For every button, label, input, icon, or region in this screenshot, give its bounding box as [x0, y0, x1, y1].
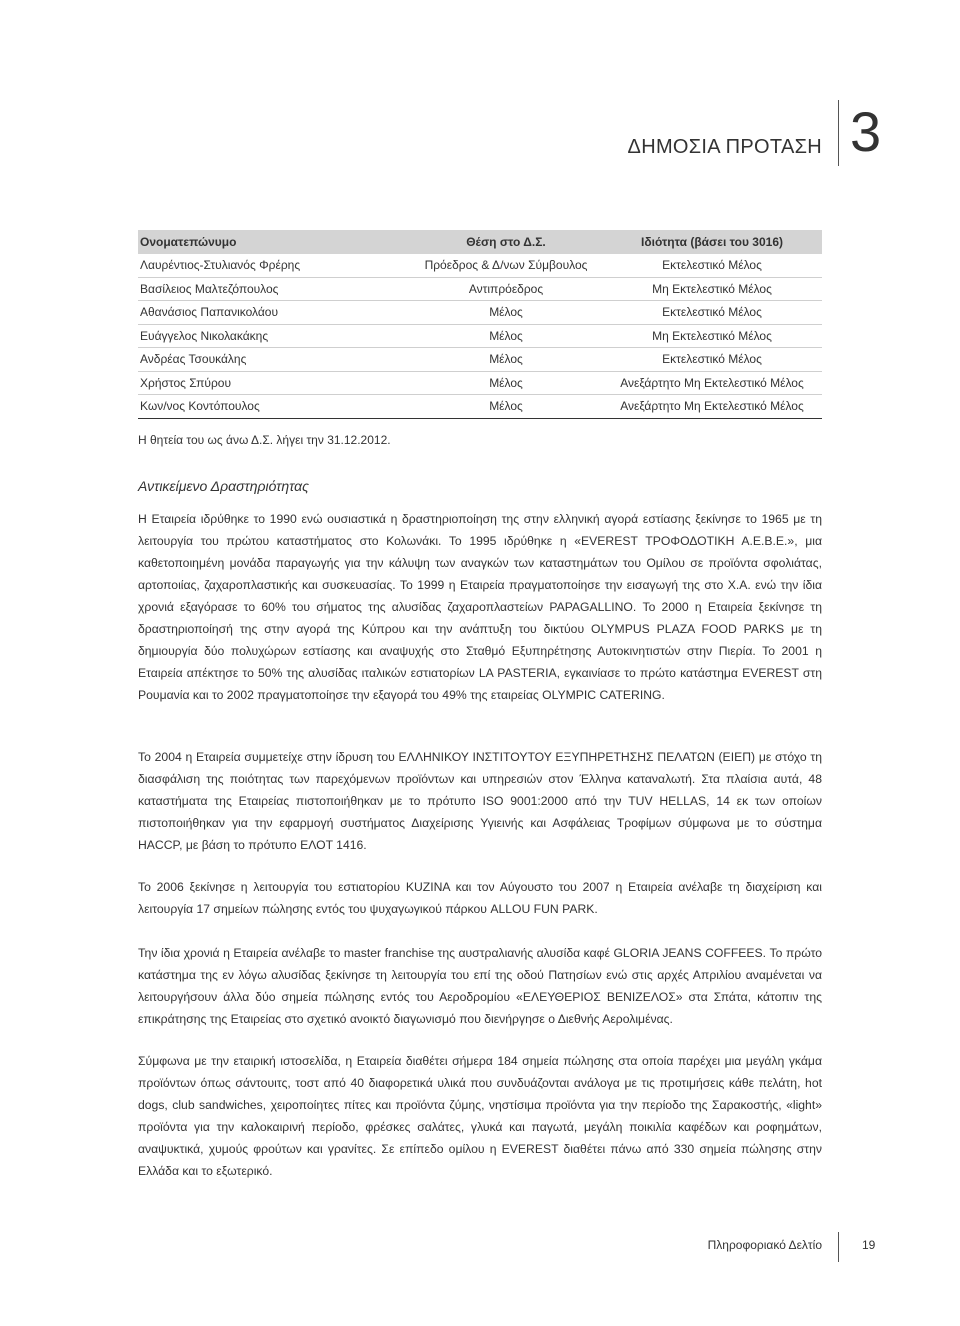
cell-name: Ευάγγελος Νικολακάκης: [140, 328, 269, 343]
header-divider: [838, 100, 839, 166]
cell-capacity: Εκτελεστικό Μέλος: [662, 305, 762, 320]
table-row: [138, 301, 822, 325]
cell-capacity: Ανεξάρτητο Μη Εκτελεστικό Μέλος: [620, 399, 804, 414]
paragraph-gloria-jeans: Την ίδια χρονιά η Εταιρεία ανέλαβε το master franchise της αυστραλιανής αλυσίδα καφέ GLORIA JEANS COFFEES. Το πρώτο κατάστημα της εν λόγω αλυσίδας ξεκίνησε τη λειτουργία του επί της οδού Πατησίων ενώ στις αρχές Απριλίου αναμένεται να λειτουργήσουν άλλα δύο σημεία πώλησης εντός του Αεροδρομίου «ΕΛΕΥΘΕΡΙΟΣ ΒΕΝΙΖΕΛΟΣ» στα Σπάτα, κάτοπιν της επικράτησης της Εταιρείας στο σχετικό ανοικτό διαγωνισμό που διενήργησε ο Διεθνής Αερολιμένας.: [138, 946, 822, 1026]
cell-capacity: Ανεξάρτητο Μη Εκτελεστικό Μέλος: [620, 375, 804, 390]
cell-name: Λαυρέντιος-Στυλιανός Φρέρης: [140, 258, 301, 273]
cell-position: Μέλος: [489, 305, 523, 320]
cell-name: Κων/νος Κοντόπουλος: [140, 399, 260, 414]
cell-capacity: Μη Εκτελεστικό Μέλος: [652, 281, 772, 296]
cell-position: Μέλος: [489, 328, 523, 343]
cell-name: Βασίλειος Μαλτεζόπουλος: [140, 281, 279, 296]
paragraph-kuzina-allou: Το 2006 ξεκίνησε η λειτουργία του εστιατορίου KUZINA και τον Αύγουστο του 2007 η Εταιρεία ανέλαβε τη διαχείριση και λειτουργία 17 σημείων πώλησης εντός του ψυχαγωγικού πάρκου ALLOU FUN PARK.: [138, 880, 822, 916]
section-heading: Αντικείμενο Δραστηριότητας: [138, 478, 309, 494]
table-row: [138, 254, 822, 278]
cell-position: Αντιπρόεδρος: [468, 281, 544, 296]
cell-position: Πρόεδρος & Δ/νων Σύμβουλος: [424, 258, 588, 273]
cell-name: Χρήστος Σπύρου: [140, 375, 232, 390]
table-row: [138, 372, 822, 396]
cell-position: Μέλος: [489, 352, 523, 367]
cell-capacity: Μη Εκτελεστικό Μέλος: [652, 328, 772, 343]
table-row: [138, 395, 822, 419]
cell-capacity: Εκτελεστικό Μέλος: [662, 258, 762, 273]
cell-name: Αθανάσιος Παπανικολάου: [140, 305, 279, 320]
table-header-row: [138, 230, 822, 254]
table-row: [138, 278, 822, 302]
cell-name: Ανδρέας Τσουκάλης: [140, 352, 247, 367]
paragraph-history: Η Εταιρεία ιδρύθηκε το 1990 ενώ ουσιαστικά η δραστηριοποίηση της στην ελληνική αγορά εστίασης ξεκίνησε το 1965 με τη λειτουργία του πρώτου καταστήματος στο Κολωνάκι. Το 1995 ιδρύθηκε η «EVEREST ΤΡΟΦΟΔΟΤΙΚΗ Α.Ε.Β.Ε.», μια καθετοποιημένη μονάδα παραγωγής για την κάλυψη των αναγκών των καταστημάτων του Ομίλου σε προϊόντα σφολιάτας, αρτοποιίας, ζαχαροπλαστικής και συσκευασίας. Το 1999 η Εταιρεία πραγματοποίησε την εισαγωγή της στο Χ.Α. ενώ την ίδια χρονιά εξαγόρασε το 60% του σήματος της αλυσίδας ζαχαροπλαστείων PAPAGALLINO. Το 2000 η Εταιρεία ξεκίνησε τη δραστηριοποίησή της στην αγορά της Κύπρου και την ανάπτυξη του δικτύου OLYMPUS PLAZA FOOD PARKS με τη δημιουργία δύο πολυχώρων εστίασης και αναψυχής στο Σταθμό Εξυπηρέτησης Αυτοκινητιστών στην Πιερία. Το 2001 η Εταιρεία απέκτησε το 50% της αλυσίδας ιταλικών εστιατορίων LA PASTERIA, εγκαινίασε το πρώτο κατάστημα EVEREST στη Ρουμανία και το 2002 πραγματοποίησε την εξαγορά του 49% της εταιρείας OLYMPIC CATERING.: [138, 512, 822, 702]
footer-document-label: Πληροφοριακό Δελτίο: [707, 1238, 822, 1252]
table-row: [138, 325, 822, 349]
cell-capacity: Εκτελεστικό Μέλος: [662, 352, 762, 367]
footer-divider: [838, 1232, 839, 1262]
document-section-title: ΔΗΜΟΣΙΑ ΠΡΟΤΑΣΗ: [627, 136, 822, 158]
board-of-directors-table: [138, 230, 822, 419]
chapter-number: 3: [850, 100, 882, 163]
page-number: 19: [862, 1238, 876, 1252]
column-header-name: Ονοματεπώνυμο: [140, 235, 237, 249]
cell-position: Μέλος: [489, 375, 523, 390]
table-row: [138, 348, 822, 372]
cell-position: Μέλος: [489, 399, 523, 414]
paragraph-quality-certification: Το 2004 η Εταιρεία συμμετείχε στην ίδρυση του ΕΛΛΗΝΙΚΟΥ ΙΝΣΤΙΤΟΥΤΟΥ ΕΞΥΠΗΡΕΤΗΣΗΣ ΠΕΛΑΤΩΝ (ΕΙΕΠ) με στόχο τη διασφάλιση της ποιότητας των παρεχόμενων προϊόντων και υπηρεσιών στον Έλληνα καταναλωτή. Στα πλαίσια αυτά, 48 καταστήματα της Εταιρείας πιστοποιήθηκαν με το πρότυπο ISO 9001:2000 από την TUV HELLAS, 14 εκ των οποίων πιστοποιήθηκαν για την εφαρμογή συστήματος Διαχείρισης Υγιεινής και Ασφάλειας Τροφίμων σύμφωνα με το σύστημα HACCP, με βάση το πρότυπο ΕΛΟΤ 1416.: [138, 750, 822, 852]
column-header-position: Θέση στο Δ.Σ.: [466, 235, 546, 249]
board-term-note: Η θητεία του ως άνω Δ.Σ. λήγει την 31.12.2012.: [138, 433, 391, 447]
column-header-capacity: Ιδιότητα (βάσει του 3016): [641, 235, 783, 249]
paragraph-points-of-sale: Σύμφωνα με την εταιρική ιστοσελίδα, η Εταιρεία διαθέτει σήμερα 184 σημεία πώλησης στα οποία παρέχει μια μεγάλη γκάμα προϊόντων όπως σάντουιτς, τοστ από 40 διαφορετικά υλικά που συνδυάζονται ανάλογα με τις προτιμήσεις κάθε πελάτη, hot dogs, club sandwiches, χειροποίητες πίτες και προϊόντα ζύμης, νηστίσιμα προϊόντα για την περίοδο της Σαρακοστής, «light» προϊόντα για την καλοκαιρινή περίοδο, φρέσκες σαλάτες, γλυκά και παγωτά, μεγάλη ποικιλία καφέδων και ροφημάτων, αναψυκτικά, χυμούς φρούτων και γρανίτες. Σε επίπεδο ομίλου η EVEREST διαθέτει πάνω από 330 σημεία πώλησης στην Ελλάδα και το εξωτερικό.: [138, 1054, 822, 1178]
